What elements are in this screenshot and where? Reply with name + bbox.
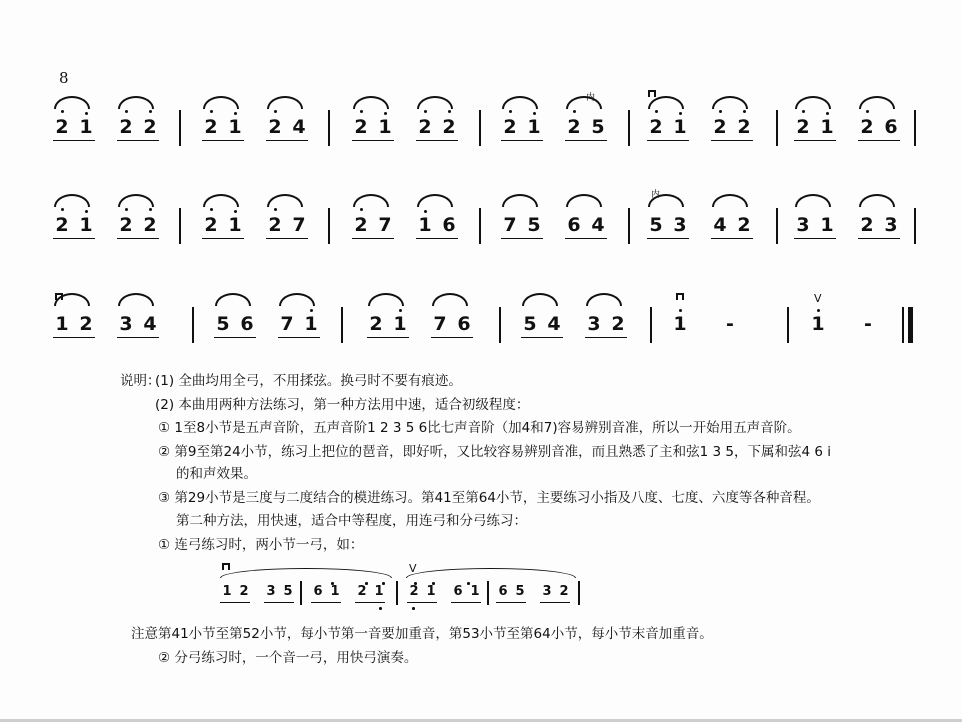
eighth-underline (278, 337, 320, 338)
bar-line (628, 110, 630, 146)
notes-label: 说明： (120, 373, 161, 389)
octave-dot (234, 210, 237, 213)
slur (54, 96, 90, 109)
jianpu-note: 2 (268, 214, 282, 236)
octave-dot (125, 110, 128, 113)
eighth-underline (266, 238, 308, 239)
slur (203, 96, 239, 109)
octave-dot (384, 112, 387, 115)
jianpu-note: 1 (527, 116, 541, 138)
bar-line (776, 208, 778, 244)
eighth-underline (352, 238, 394, 239)
jianpu-note: 7 (292, 214, 306, 236)
example-octave-dot (432, 582, 435, 585)
inner-string-mark: 内 (586, 93, 596, 103)
example-bar-line (578, 581, 580, 605)
example-octave-dot (412, 607, 415, 610)
jianpu-note: 6 (567, 214, 581, 236)
jianpu-note: 2 (860, 214, 874, 236)
example-bar-line (396, 581, 398, 605)
example-octave-dot (331, 582, 334, 585)
octave-dot (85, 210, 88, 213)
example-underline (355, 602, 385, 603)
jianpu-note: 3 (884, 214, 898, 236)
slur (118, 194, 154, 207)
jianpu-note: 7 (433, 313, 447, 335)
example-underline (264, 602, 294, 603)
octave-dot (61, 110, 64, 113)
method-2: 第二种方法，用快速，适合中等程度，用连弓和分弓练习： (176, 513, 527, 529)
example-note: 6 (313, 584, 323, 599)
jianpu-note: 4 (292, 116, 306, 138)
jianpu-note: - (726, 313, 734, 335)
jianpu-note: 2 (55, 116, 69, 138)
page-number: 8 (59, 69, 69, 87)
example-note: 6 (453, 584, 463, 599)
jianpu-note: 6 (442, 214, 456, 236)
eighth-underline (858, 140, 900, 141)
slur (648, 96, 684, 109)
example-note: 1 (222, 584, 232, 599)
octave-dot (274, 208, 277, 211)
eighth-underline (214, 337, 256, 338)
jianpu-note: 1 (378, 116, 392, 138)
slur (432, 293, 468, 306)
example-octave-dot (365, 582, 368, 585)
jianpu-note: 2 (369, 313, 383, 335)
bar-line (914, 208, 916, 244)
jianpu-note: 2 (418, 116, 432, 138)
eighth-underline (565, 140, 607, 141)
octave-dot (679, 309, 682, 312)
bar-line (179, 208, 181, 244)
jianpu-note: 1 (820, 214, 834, 236)
example-underline (540, 602, 570, 603)
jianpu-note: 3 (587, 313, 601, 335)
octave-dot (719, 110, 722, 113)
eighth-underline (794, 238, 836, 239)
octave-dot (360, 110, 363, 113)
octave-dot (509, 110, 512, 113)
slur (712, 194, 748, 207)
eighth-underline (585, 337, 627, 338)
bar-line (341, 307, 343, 343)
eighth-underline (647, 140, 689, 141)
down-bow-mark (55, 293, 63, 300)
slur (54, 194, 90, 207)
octave-dot (61, 208, 64, 211)
note-sub-3: ③ 第29小节是三度与二度结合的模进练习。第41至第64小节，主要练习小指及八度、七度、六度等各种音程。 (158, 490, 820, 506)
jianpu-note: 6 (884, 116, 898, 138)
eighth-underline (53, 140, 95, 141)
example-underline (311, 602, 341, 603)
eighth-underline (521, 337, 563, 338)
slur (267, 96, 303, 109)
slur (417, 194, 453, 207)
example-bar-line (487, 581, 489, 605)
octave-dot (802, 110, 805, 113)
eighth-underline (202, 238, 244, 239)
jianpu-note: 1 (304, 313, 318, 335)
jianpu-note: 2 (442, 116, 456, 138)
slur (502, 96, 538, 109)
jianpu-note: 2 (204, 214, 218, 236)
jianpu-note: 5 (216, 313, 230, 335)
legato-instruction: ① 连弓练习时，两小节一弓，如： (158, 537, 364, 553)
jianpu-note: 2 (737, 214, 751, 236)
final-barline (908, 307, 913, 343)
jianpu-note: 6 (240, 313, 254, 335)
jianpu-note: 5 (591, 116, 605, 138)
eighth-underline (117, 238, 159, 239)
octave-dot (448, 110, 451, 113)
eighth-underline (53, 238, 95, 239)
example-note: 1 (470, 584, 480, 599)
jianpu-note: 1 (228, 116, 242, 138)
example-note: 2 (239, 584, 249, 599)
detache-instruction: ② 分弓练习时，一个音一弓，用快弓演奏。 (158, 650, 418, 666)
note-item-2: (2) 本曲用两种方法练习，第一种方法用中速，适合初级程度： (155, 397, 530, 413)
bar-line (192, 307, 194, 343)
jianpu-note: 3 (796, 214, 810, 236)
slur (566, 194, 602, 207)
jianpu-note: 2 (268, 116, 282, 138)
up-bow-mark: V (814, 292, 822, 305)
jianpu-note: 2 (119, 116, 133, 138)
jianpu-note: 2 (354, 214, 368, 236)
bar-line (787, 307, 789, 343)
example-note: 5 (515, 584, 525, 599)
example-octave-dot (467, 582, 470, 585)
note-item-1: (1) 全曲均用全弓，不用揉弦。换弓时不要有痕迹。 (155, 373, 462, 389)
bar-line (628, 208, 630, 244)
jianpu-note: 2 (79, 313, 93, 335)
jianpu-note: 1 (79, 116, 93, 138)
note-sub-2a: ② 第9至第24小节，练习上把位的琶音，即好听，又比较容易辨别音准，而且熟悉了主和弦1 3 5，下属和弦4 6 i (158, 444, 832, 460)
example-note: 1 (374, 584, 384, 599)
octave-dot (149, 208, 152, 211)
octave-dot (826, 112, 829, 115)
jianpu-note: 3 (119, 313, 133, 335)
jianpu-note: 1 (79, 214, 93, 236)
jianpu-note: 2 (860, 116, 874, 138)
example-note: 5 (283, 584, 293, 599)
up-bow-mark: V (409, 562, 417, 575)
jianpu-note: 2 (713, 116, 727, 138)
jianpu-note: 4 (143, 313, 157, 335)
bar-line (650, 307, 652, 343)
octave-dot (743, 110, 746, 113)
note-sub-2b: 的和声效果。 (176, 466, 257, 482)
jianpu-note: 2 (796, 116, 810, 138)
octave-dot (424, 110, 427, 113)
jianpu-note: 2 (649, 116, 663, 138)
slur (795, 96, 831, 109)
example-phrase-slur (220, 568, 392, 578)
eighth-underline (431, 337, 473, 338)
octave-dot (234, 112, 237, 115)
jianpu-note: 7 (280, 313, 294, 335)
eighth-underline (711, 238, 753, 239)
slur (417, 96, 453, 109)
octave-dot (679, 112, 682, 115)
jianpu-note: 2 (204, 116, 218, 138)
jianpu-note: 2 (55, 214, 69, 236)
octave-dot (533, 112, 536, 115)
inner-string-mark: 内 (651, 190, 661, 200)
eighth-underline (647, 238, 689, 239)
octave-dot (125, 208, 128, 211)
octave-dot (274, 110, 277, 113)
jianpu-note: 1 (673, 116, 687, 138)
eighth-underline (202, 140, 244, 141)
eighth-underline (501, 238, 543, 239)
jianpu-note: 1 (811, 313, 825, 335)
bar-line (776, 110, 778, 146)
jianpu-note: 1 (55, 313, 69, 335)
slur (215, 293, 251, 306)
slur (353, 96, 389, 109)
bar-line (499, 307, 501, 343)
example-underline (496, 602, 526, 603)
eighth-underline (117, 140, 159, 141)
octave-dot (149, 110, 152, 113)
jianpu-note: 2 (143, 116, 157, 138)
slur (859, 96, 895, 109)
jianpu-note: 2 (119, 214, 133, 236)
example-underline (451, 602, 481, 603)
example-underline (220, 602, 250, 603)
jianpu-note: 1 (393, 313, 407, 335)
jianpu-note: 7 (378, 214, 392, 236)
example-octave-dot (414, 582, 417, 585)
eighth-underline (501, 140, 543, 141)
octave-dot (866, 110, 869, 113)
slur (502, 194, 538, 207)
bar-line (328, 208, 330, 244)
bar-line (179, 110, 181, 146)
bar-line (479, 110, 481, 146)
example-bar-line (300, 581, 302, 605)
example-note: 6 (498, 584, 508, 599)
note-sub-1: ① 1至8小节是五声音阶，五声音阶1 2 3 5 6比七声音阶（加4和7)容易辨别音准，所以一开始用五声音阶。 (158, 420, 801, 436)
jianpu-note: 1 (418, 214, 432, 236)
octave-dot (573, 110, 576, 113)
slur (522, 293, 558, 306)
bar-line (479, 208, 481, 244)
octave-dot (85, 112, 88, 115)
slur (353, 194, 389, 207)
example-underline (407, 602, 437, 603)
jianpu-note: 3 (673, 214, 687, 236)
jianpu-note: 4 (713, 214, 727, 236)
example-note: 2 (357, 584, 367, 599)
eighth-underline (416, 238, 458, 239)
jianpu-note: 2 (503, 116, 517, 138)
eighth-underline (367, 337, 409, 338)
jianpu-note: 1 (228, 214, 242, 236)
slur (566, 96, 602, 109)
jianpu-note: 2 (567, 116, 581, 138)
slur (279, 293, 315, 306)
eighth-underline (565, 238, 607, 239)
jianpu-note: 6 (457, 313, 471, 335)
slur (368, 293, 404, 306)
slur (586, 293, 622, 306)
jianpu-note: 1 (820, 116, 834, 138)
example-note: 1 (330, 584, 340, 599)
example-note: 3 (266, 584, 276, 599)
down-bow-mark (222, 563, 230, 570)
eighth-underline (266, 140, 308, 141)
down-bow-mark (676, 293, 684, 300)
jianpu-note: - (864, 313, 872, 335)
final-barline (902, 307, 904, 343)
eighth-underline (711, 140, 753, 141)
eighth-underline (416, 140, 458, 141)
slur (712, 96, 748, 109)
jianpu-note: 4 (547, 313, 561, 335)
slur (859, 194, 895, 207)
jianpu-note: 1 (673, 313, 687, 335)
example-note: 2 (559, 584, 569, 599)
example-phrase-slur (406, 568, 576, 578)
slur (267, 194, 303, 207)
jianpu-note: 2 (737, 116, 751, 138)
jianpu-note: 5 (527, 214, 541, 236)
eighth-underline (858, 238, 900, 239)
example-octave-dot (382, 582, 385, 585)
jianpu-note: 7 (503, 214, 517, 236)
octave-dot (310, 309, 313, 312)
octave-dot (399, 309, 402, 312)
slur (118, 293, 154, 306)
slur (203, 194, 239, 207)
example-note: 2 (409, 584, 419, 599)
jianpu-note: 2 (611, 313, 625, 335)
slur (795, 194, 831, 207)
jianpu-note: 2 (354, 116, 368, 138)
jianpu-note: 4 (591, 214, 605, 236)
eighth-underline (794, 140, 836, 141)
example-note: 1 (426, 584, 436, 599)
octave-dot (210, 208, 213, 211)
octave-dot (360, 208, 363, 211)
down-bow-mark (648, 90, 656, 97)
jianpu-note: 5 (649, 214, 663, 236)
bar-line (328, 110, 330, 146)
eighth-underline (53, 337, 95, 338)
example-octave-dot (379, 607, 382, 610)
slur (118, 96, 154, 109)
bar-line (914, 110, 916, 146)
octave-dot (210, 110, 213, 113)
jianpu-note: 5 (523, 313, 537, 335)
octave-dot (655, 110, 658, 113)
example-note: 3 (542, 584, 552, 599)
accent-note: 注意第41小节至第52小节，每小节第一音要加重音，第53小节至第64小节，每小节末音加重音。 (131, 626, 713, 642)
octave-dot (817, 309, 820, 312)
eighth-underline (352, 140, 394, 141)
eighth-underline (117, 337, 159, 338)
octave-dot (424, 210, 427, 213)
jianpu-note: 2 (143, 214, 157, 236)
